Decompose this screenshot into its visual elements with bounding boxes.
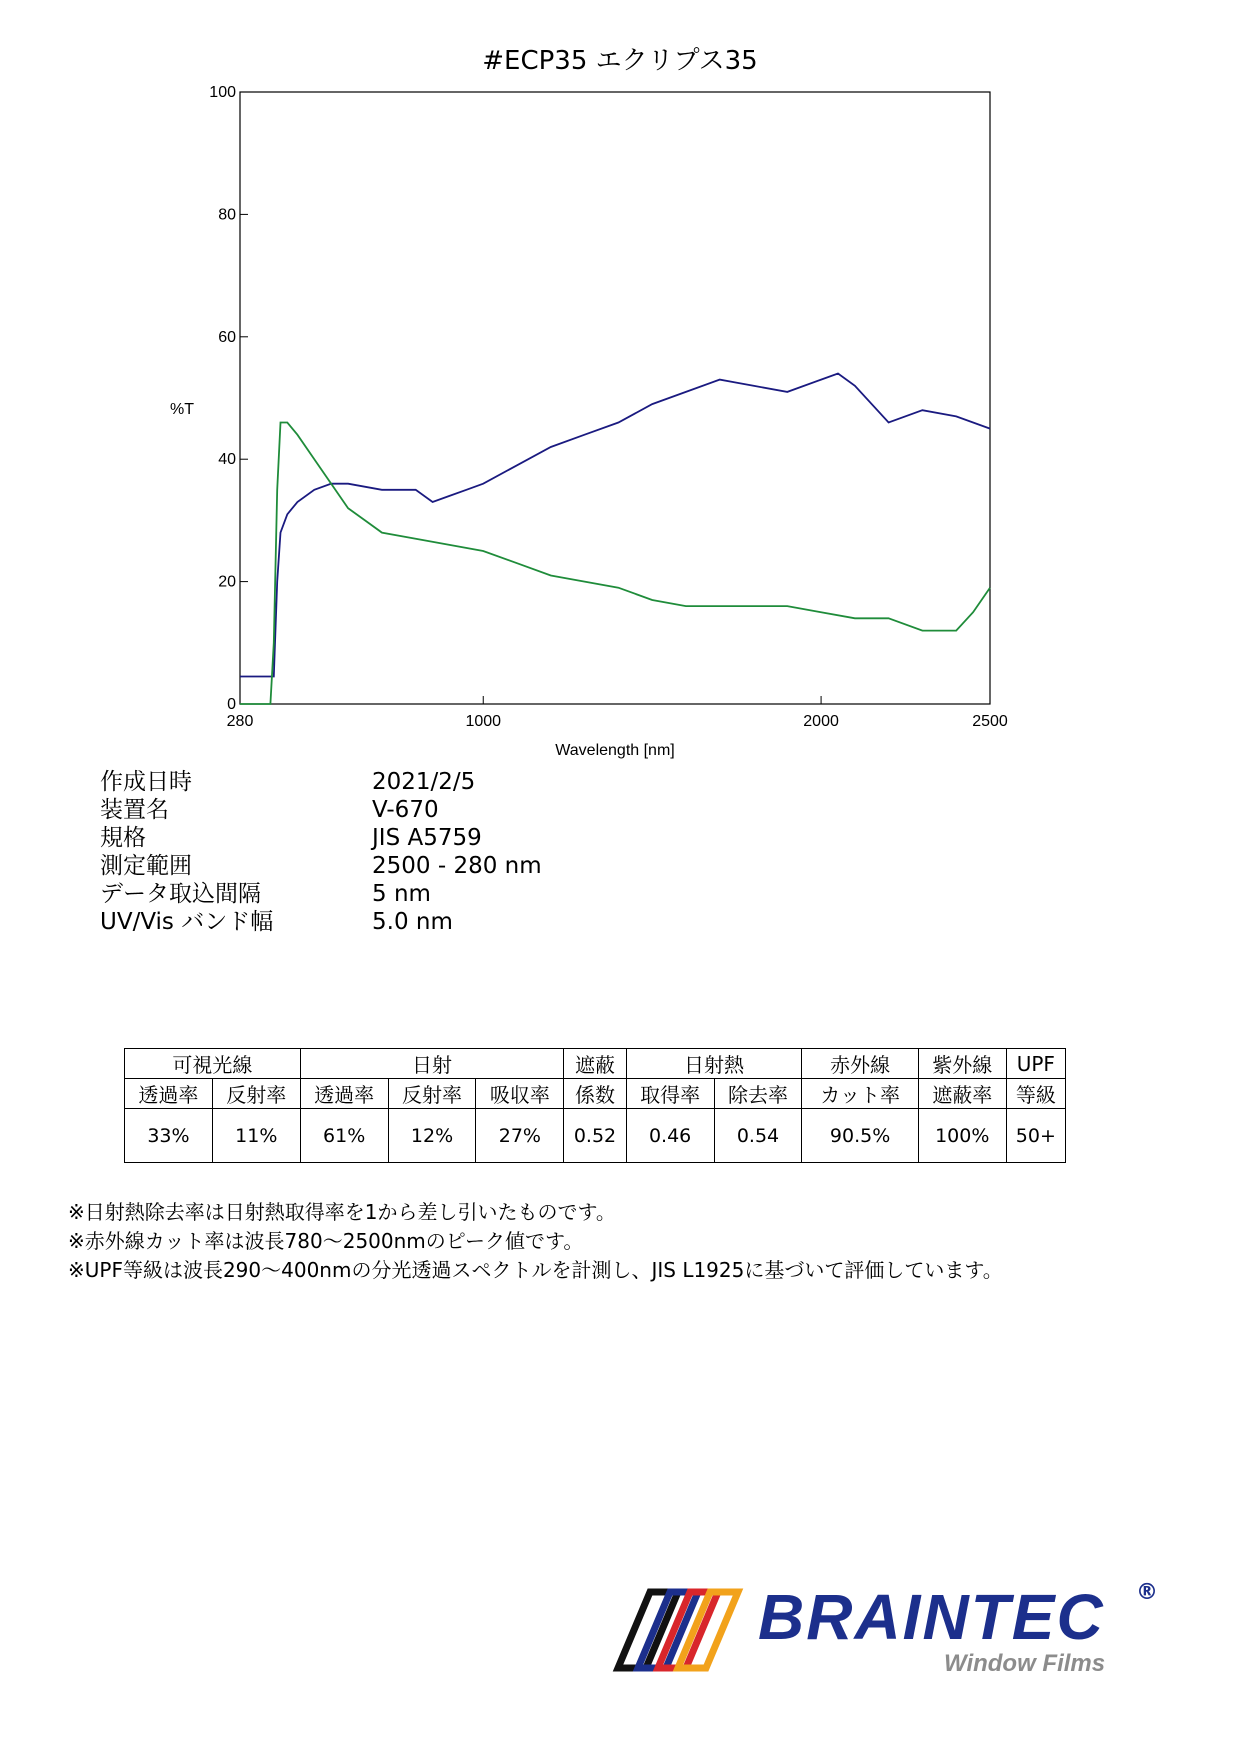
header-upf-1: UPF [1006,1049,1065,1079]
y-tick-label: 20 [218,573,236,591]
meta-value: 5.0 nm [372,909,453,935]
y-axis-label: %T [170,401,194,418]
meta-value: 2021/2/5 [372,769,476,795]
note-line: ※赤外線カット率は波長780〜2500nmのピーク値です。 [68,1229,584,1253]
plot-frame [240,92,990,704]
value-heat-rej: 0.54 [714,1109,802,1163]
meta-row [100,768,542,796]
header-shading-1: 遮蔽 [564,1049,626,1079]
meta-row [100,852,542,880]
braintec-logo [608,1580,1168,1690]
sub-heat-gain: 取得率 [626,1079,714,1109]
value-upf: 50+ [1006,1109,1065,1163]
sub-sol-trans: 透過率 [300,1079,388,1109]
meta-key: UV/Vis バンド幅 [100,909,274,935]
meta-key: 装置名 [100,797,169,823]
x-tick-label: 2500 [972,713,1008,730]
header-ir-2: カット率 [802,1079,918,1109]
sub-sol-refl: 反射率 [388,1079,476,1109]
header-solar: 日射 [300,1049,564,1079]
meta-row [100,796,542,824]
meta-key: 作成日時 [100,769,192,795]
sub-vis-refl: 反射率 [212,1079,300,1109]
logo-subtitle: Window Films [944,1650,1106,1677]
x-tick-label: 2000 [803,713,839,730]
header-ir-1: 赤外線 [802,1049,918,1079]
chart-title: #ECP35 エクリプス35 [482,46,758,76]
x-tick-label: 280 [226,713,254,730]
meta-key: 規格 [100,825,146,851]
meta-value: JIS A5759 [372,825,482,851]
header-upf-2: 等級 [1006,1079,1065,1109]
meta-row [100,908,542,936]
meta-value: 2500 - 280 nm [372,853,542,879]
meta-key: データ取込間隔 [100,881,261,907]
y-tick-label: 40 [218,451,236,469]
measurement-info [100,768,542,936]
value-uv: 100% [918,1109,1006,1163]
sub-sol-abs: 吸収率 [476,1079,564,1109]
y-tick-label: 60 [218,328,236,346]
value-sol-trans: 61% [300,1109,388,1163]
meta-row [100,824,542,852]
series-line-1 [240,423,990,705]
value-vis-trans: 33% [125,1109,213,1163]
logo-registered-mark: ® [1136,1580,1158,1605]
value-ir: 90.5% [802,1109,918,1163]
header-uv-2: 遮蔽率 [918,1079,1006,1109]
meta-value: V-670 [372,797,439,823]
summary-table [124,1048,1066,1163]
y-tick-label: 100 [209,84,236,101]
meta-key: 測定範囲 [100,853,192,879]
value-shading: 0.52 [564,1109,626,1163]
value-sol-abs: 27% [476,1109,564,1163]
header-uv-1: 紫外線 [918,1049,1006,1079]
note-line: ※UPF等級は波長290〜400nmの分光透過スペクトルを計測し、JIS L1925に基づいて評価しています。 [68,1258,1003,1282]
sub-vis-trans: 透過率 [125,1079,213,1109]
meta-row [100,880,542,908]
note-line: ※日射熱除去率は日射熱取得率を1から差し引いたものです。 [68,1200,616,1224]
y-tick-label: 80 [218,206,236,224]
header-shading-2: 係数 [564,1079,626,1109]
logo-name: BRAINTEC [758,1581,1105,1653]
logo-mark-icon [608,1580,758,1680]
spectrum-chart [0,0,1240,780]
y-tick-label: 0 [227,696,236,713]
value-heat-gain: 0.46 [626,1109,714,1163]
sub-heat-rej: 除去率 [714,1079,802,1109]
x-axis-label: Wavelength [nm] [555,742,675,759]
meta-value: 5 nm [372,881,431,907]
value-vis-refl: 11% [212,1109,300,1163]
header-visible: 可視光線 [125,1049,301,1079]
value-sol-refl: 12% [388,1109,476,1163]
header-solar-heat: 日射熱 [626,1049,802,1079]
notes [68,1198,1003,1285]
x-tick-label: 1000 [465,713,502,730]
series-line-0 [240,374,990,677]
